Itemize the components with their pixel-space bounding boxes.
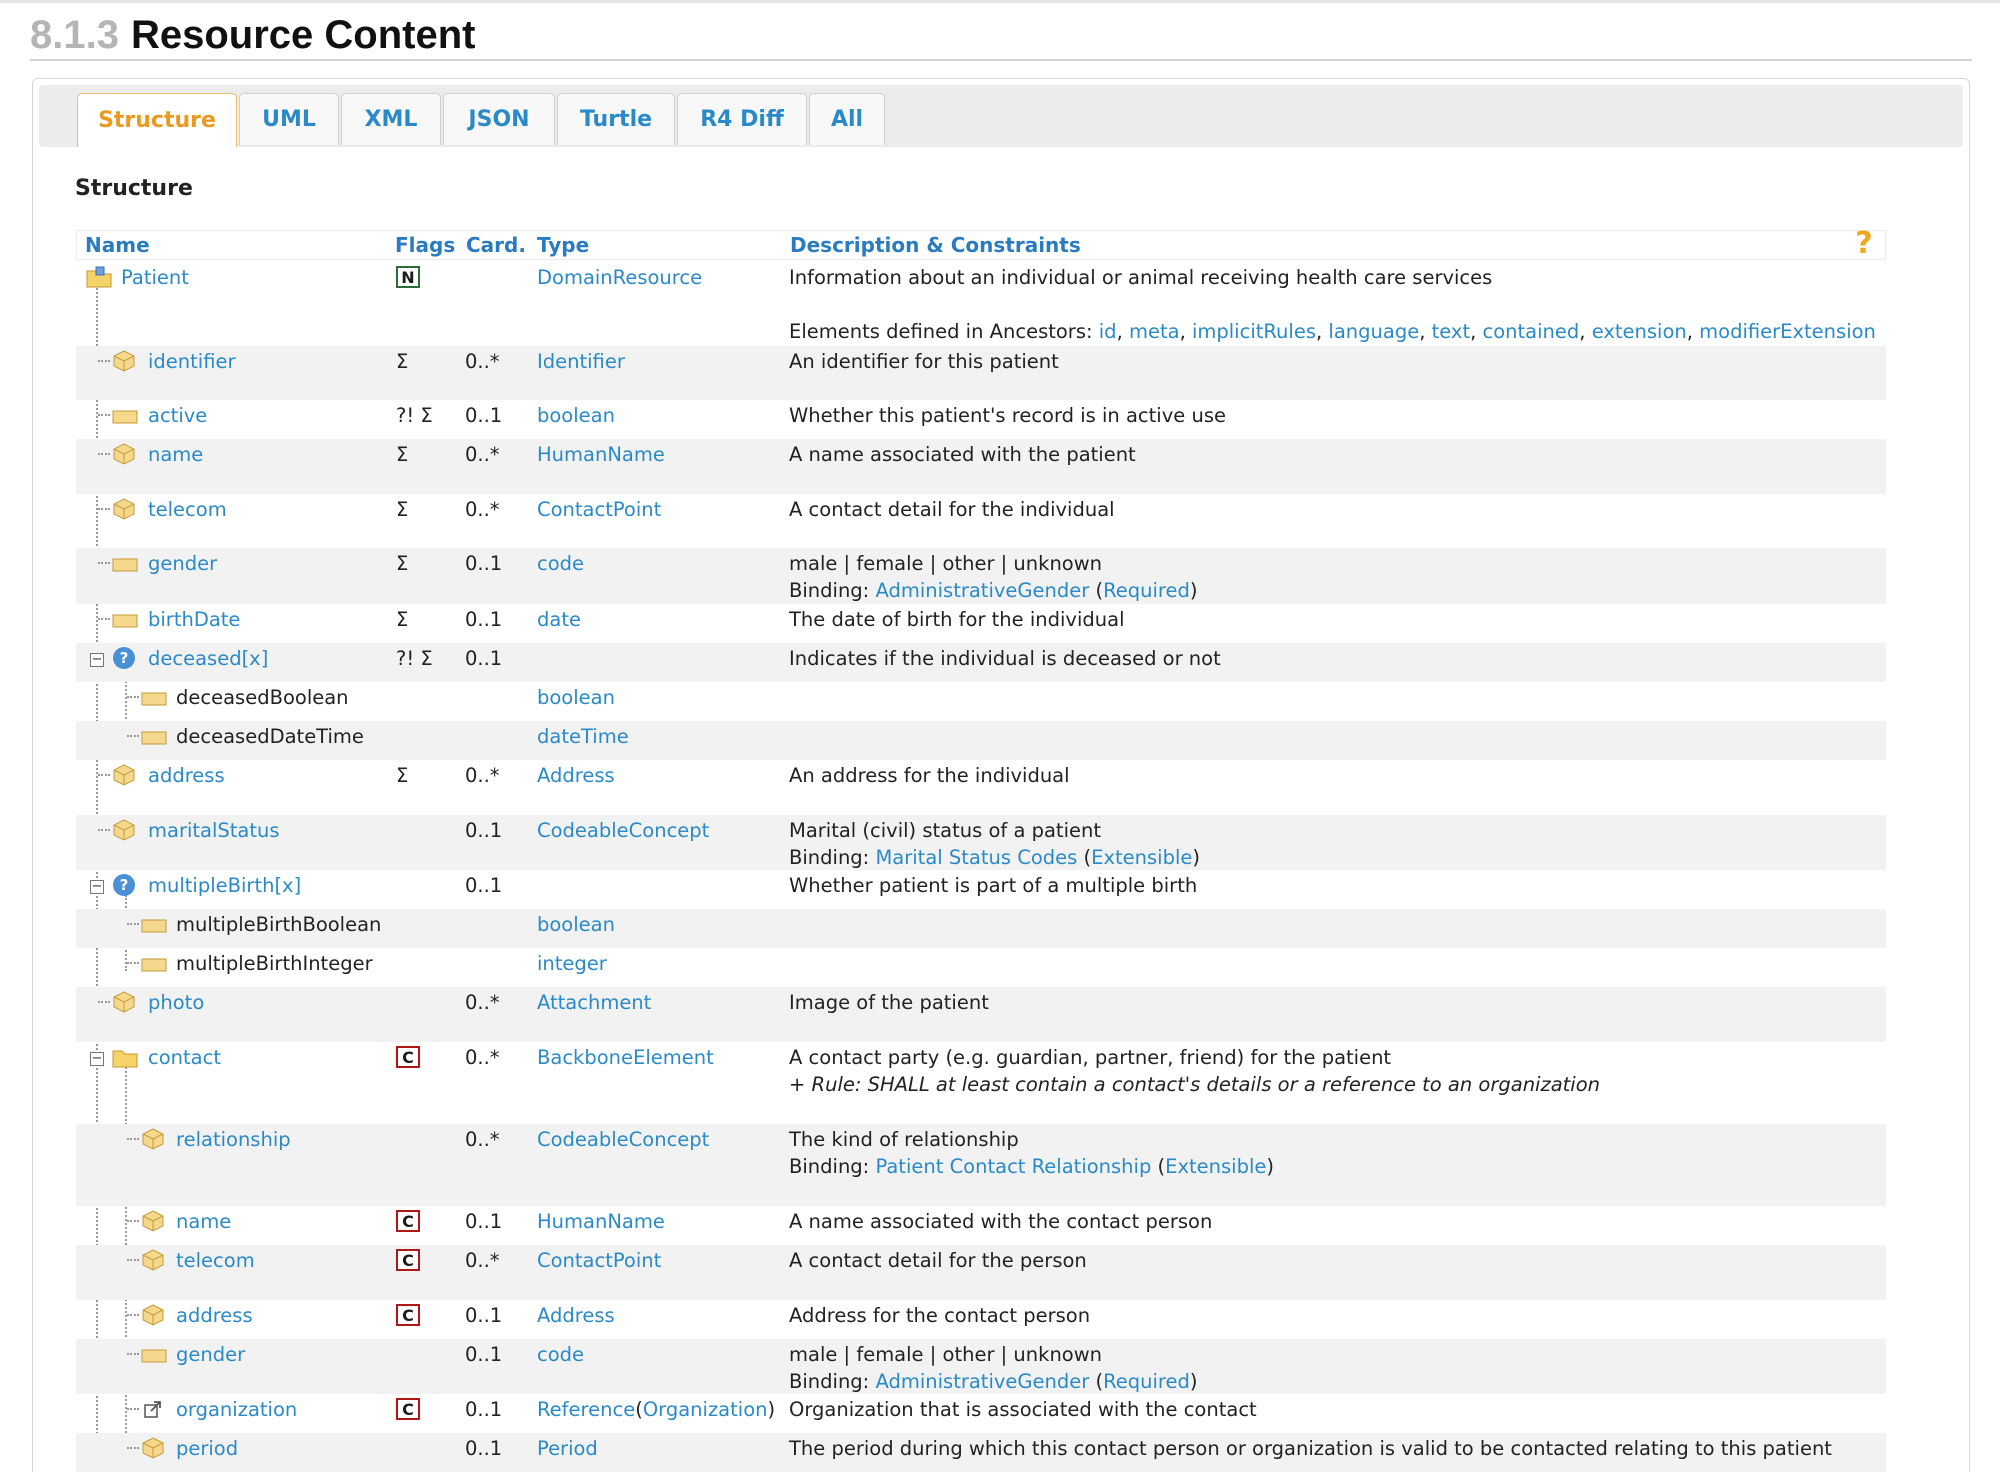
- element-description: Image of the patient: [789, 991, 989, 1014]
- binding-link[interactable]: Marital Status Codes: [875, 846, 1078, 869]
- binding-link[interactable]: AdministrativeGender: [875, 579, 1090, 602]
- constraint-badge: C: [396, 1398, 420, 1420]
- tree-line: [127, 1259, 139, 1261]
- element-type[interactable]: ContactPoint: [537, 498, 662, 521]
- complex-type-icon: [142, 1249, 164, 1271]
- element-name[interactable]: photo: [148, 991, 205, 1014]
- element-type[interactable]: date: [537, 608, 581, 631]
- tree-line: [98, 1001, 110, 1003]
- element-card: 0..1: [465, 819, 503, 842]
- complex-type-icon: [113, 991, 135, 1013]
- tab-uml[interactable]: UML: [239, 93, 339, 145]
- binding-strength-link[interactable]: Extensible: [1091, 846, 1193, 869]
- complex-type-icon: [113, 350, 135, 372]
- element-name: multipleBirthBoolean: [176, 913, 382, 936]
- description-text: Marital (civil) status of a patient: [789, 819, 1101, 842]
- element-card: 0..*: [465, 764, 500, 787]
- element-type[interactable]: HumanName: [537, 1210, 665, 1233]
- element-name[interactable]: identifier: [148, 350, 236, 373]
- table-row: [76, 400, 1886, 439]
- tab-xml[interactable]: XML: [341, 93, 441, 145]
- element-description: [789, 1341, 1197, 1395]
- description-text: The kind of relationship: [789, 1128, 1019, 1151]
- table-row: [76, 548, 1886, 604]
- element-flags: [396, 1396, 420, 1423]
- table-row: [76, 494, 1886, 548]
- element-name[interactable]: telecom: [148, 498, 227, 521]
- element-flags: Σ: [396, 443, 409, 466]
- table-row: [76, 604, 1886, 643]
- col-name: Name: [85, 233, 150, 257]
- element-description: [789, 1126, 1274, 1180]
- element-name: deceasedDateTime: [176, 725, 364, 748]
- primitive-type-icon: [112, 557, 138, 571]
- complex-type-icon: [113, 819, 135, 841]
- element-card: 0..1: [465, 404, 503, 427]
- table-row: [76, 682, 1886, 721]
- tree-line: [127, 1353, 139, 1355]
- element-type[interactable]: integer: [537, 952, 607, 975]
- element-card: 0..*: [465, 443, 500, 466]
- element-flags: [396, 264, 420, 291]
- element-description: The date of birth for the individual: [789, 608, 1125, 631]
- ancestor-link[interactable]: id: [1098, 320, 1117, 343]
- table-row: [76, 909, 1886, 948]
- element-card: 0..1: [465, 1437, 503, 1460]
- tree-line: [98, 774, 110, 776]
- tree-line: [127, 1138, 139, 1140]
- binding-label: Binding:: [789, 1155, 876, 1178]
- primitive-type-icon: [141, 730, 167, 744]
- table-row: [76, 1124, 1886, 1206]
- element-type[interactable]: Period: [537, 1437, 598, 1460]
- element-type[interactable]: Address: [537, 764, 615, 787]
- table-row: [76, 439, 1886, 494]
- binding-link[interactable]: AdministrativeGender: [875, 1370, 1090, 1393]
- element-type[interactable]: HumanName: [537, 443, 665, 466]
- element-description: An identifier for this patient: [789, 350, 1059, 373]
- element-type[interactable]: DomainResource: [537, 266, 703, 289]
- element-card: 0..1: [465, 1398, 503, 1421]
- table-row: [76, 760, 1886, 815]
- tree-line: [127, 923, 139, 925]
- element-description: Indicates if the individual is deceased or not: [789, 647, 1221, 670]
- element-description: [789, 550, 1197, 604]
- table-row: [76, 1394, 1886, 1433]
- element-type: Reference(Organization): [537, 1398, 776, 1421]
- tab-structure[interactable]: Structure: [77, 93, 237, 147]
- primitive-type-icon: [141, 691, 167, 705]
- normative-badge: N: [396, 266, 420, 288]
- tab-json[interactable]: JSON: [443, 93, 555, 145]
- primitive-type-icon: [141, 957, 167, 971]
- element-name[interactable]: maritalStatus: [148, 819, 280, 842]
- collapse-toggle-icon[interactable]: −: [91, 652, 103, 667]
- element-type[interactable]: CodeableConcept: [537, 819, 710, 842]
- table-row: [76, 1300, 1886, 1339]
- element-name[interactable]: contact: [148, 1046, 221, 1069]
- element-type[interactable]: CodeableConcept: [537, 1128, 710, 1151]
- element-card: 0..*: [465, 1046, 500, 1069]
- element-name[interactable]: relationship: [176, 1128, 291, 1151]
- complex-type-icon: [142, 1437, 164, 1459]
- element-card: 0..1: [465, 1304, 503, 1327]
- element-name[interactable]: address: [148, 764, 225, 787]
- tree-line: [98, 453, 110, 455]
- complex-type-icon: [142, 1210, 164, 1232]
- col-flags: Flags: [395, 233, 456, 257]
- tab-turtle[interactable]: Turtle: [557, 93, 675, 145]
- ancestor-link[interactable]: extension: [1591, 320, 1687, 343]
- element-description: Whether this patient's record is in active use: [789, 404, 1226, 427]
- element-card: 0..*: [465, 350, 500, 373]
- ancestors-line: Elements defined in Ancestors: id, meta, implicitRules, language, text, contained, extension, modifierExtension: [789, 320, 1876, 343]
- element-card: 0..1: [465, 1210, 503, 1233]
- element-type[interactable]: boolean: [537, 686, 615, 709]
- tree-line: [127, 735, 139, 737]
- element-name[interactable]: telecom: [176, 1249, 255, 1272]
- element-flags: Σ: [396, 552, 409, 575]
- table-row: [76, 1245, 1886, 1300]
- element-description: Organization that is associated with the contact: [789, 1398, 1257, 1421]
- element-flags: [396, 1044, 420, 1071]
- binding-link[interactable]: Patient Contact Relationship: [875, 1155, 1152, 1178]
- tree-line: [98, 829, 110, 831]
- description-text: male | female | other | unknown: [789, 1343, 1103, 1366]
- element-type[interactable]: boolean: [537, 913, 615, 936]
- binding-line: Binding: AdministrativeGender (Required): [789, 579, 1198, 602]
- primitive-type-icon: [112, 613, 138, 627]
- binding-strength-link[interactable]: Extensible: [1165, 1155, 1267, 1178]
- primitive-type-icon: [141, 918, 167, 932]
- element-description: Address for the contact person: [789, 1304, 1091, 1327]
- tree-line: [127, 1408, 139, 1410]
- ancestor-link[interactable]: implicitRules: [1191, 320, 1316, 343]
- element-card: 0..1: [465, 647, 503, 670]
- table-row: [76, 815, 1886, 870]
- element-type[interactable]: BackboneElement: [537, 1046, 714, 1069]
- element-name[interactable]: organization: [176, 1398, 298, 1421]
- tree-line: [127, 696, 139, 698]
- binding-line: Binding: AdministrativeGender (Required): [789, 1370, 1198, 1393]
- element-flags: [396, 1302, 420, 1329]
- element-description: A contact detail for the person: [789, 1249, 1087, 1272]
- ancestor-link[interactable]: modifierExtension: [1699, 320, 1876, 343]
- element-name[interactable]: name: [176, 1210, 232, 1233]
- table-row: [76, 948, 1886, 987]
- element-flags: Σ: [396, 764, 409, 787]
- element-flags: Σ: [396, 350, 409, 373]
- heading-rule: [30, 59, 1972, 61]
- tree-line: [98, 360, 110, 362]
- element-type[interactable]: ContactPoint: [537, 1249, 662, 1272]
- element-name: deceasedBoolean: [176, 686, 349, 709]
- element-name[interactable]: address: [176, 1304, 253, 1327]
- constraint-badge: C: [396, 1304, 420, 1326]
- structure-heading: Structure: [75, 176, 193, 201]
- collapse-toggle-icon[interactable]: −: [91, 879, 103, 894]
- description-text: A contact party (e.g. guardian, partner, friend) for the patient: [789, 1046, 1392, 1069]
- constraint-rule: + Rule: SHALL at least contain a contact's details or a reference to an organization: [789, 1073, 1601, 1096]
- binding-label: Binding:: [789, 846, 876, 869]
- element-card: 0..1: [465, 608, 503, 631]
- table-row: [76, 1339, 1886, 1394]
- ancestor-link[interactable]: text: [1431, 320, 1471, 343]
- table-row: [76, 1042, 1886, 1124]
- element-flags: [396, 1208, 420, 1235]
- table-row: [76, 1206, 1886, 1245]
- element-name[interactable]: gender: [176, 1343, 246, 1366]
- choice-icon: ?: [113, 647, 135, 669]
- tab-r4-diff[interactable]: R4 Diff: [677, 93, 807, 145]
- element-description: Whether patient is part of a multiple birth: [789, 874, 1198, 897]
- reference-type-link[interactable]: Reference: [537, 1398, 636, 1421]
- description-text: male | female | other | unknown: [789, 552, 1103, 575]
- constraint-badge: C: [396, 1210, 420, 1232]
- table-row: [76, 870, 1886, 909]
- element-type[interactable]: code: [537, 1343, 585, 1366]
- element-description: A name associated with the patient: [789, 443, 1136, 466]
- element-type[interactable]: dateTime: [537, 725, 629, 748]
- top-rule: [0, 0, 2000, 3]
- element-name: multipleBirthInteger: [176, 952, 373, 975]
- complex-type-icon: [113, 498, 135, 520]
- table-header: [76, 226, 1886, 261]
- element-description: The period during which this contact person or organization is valid to be contacted relating to this patient: [789, 1437, 1832, 1460]
- primitive-type-icon: [112, 409, 138, 423]
- constraint-badge: C: [396, 1046, 420, 1068]
- element-description: A name associated with the contact person: [789, 1210, 1213, 1233]
- choice-icon: ?: [113, 874, 135, 896]
- element-card: 0..*: [465, 1249, 500, 1272]
- element-type[interactable]: Identifier: [537, 350, 625, 373]
- element-type[interactable]: code: [537, 552, 585, 575]
- folder-icon: [112, 1046, 138, 1068]
- ancestor-link[interactable]: contained: [1482, 320, 1580, 343]
- table-row: [76, 643, 1886, 682]
- element-name[interactable]: birthDate: [148, 608, 241, 631]
- tree-line: [127, 1447, 139, 1449]
- binding-line: Binding: Marital Status Codes (Extensible): [789, 846, 1200, 869]
- folder-icon: [86, 266, 112, 288]
- ancestors-label: Elements defined in Ancestors:: [789, 320, 1099, 343]
- tree-line: [98, 508, 110, 510]
- section-title-heading: Resource Content: [130, 13, 476, 57]
- tree-line: [127, 1220, 139, 1222]
- section-number: 8.1.3: [30, 13, 119, 57]
- element-description: A contact detail for the individual: [789, 498, 1115, 521]
- element-description: [789, 264, 1876, 345]
- element-flags: [396, 1247, 420, 1274]
- table-row: [76, 262, 1886, 346]
- element-card: 0..*: [465, 498, 500, 521]
- constraint-badge: C: [396, 1249, 420, 1271]
- binding-label: Binding:: [789, 1370, 876, 1393]
- element-flags: ?! Σ: [396, 647, 433, 670]
- tab-bar: [39, 85, 1963, 147]
- element-name[interactable]: deceased[x]: [148, 647, 269, 670]
- element-type[interactable]: Attachment: [537, 991, 652, 1014]
- tree-line: [98, 562, 110, 564]
- element-card: 0..1: [465, 874, 503, 897]
- element-type[interactable]: Address: [537, 1304, 615, 1327]
- tab-all[interactable]: All: [809, 93, 885, 145]
- reference-target-link[interactable]: Organization: [642, 1398, 768, 1421]
- element-description: [789, 1044, 1600, 1098]
- element-flags: Σ: [396, 608, 409, 631]
- tree-line: [127, 1314, 139, 1316]
- tree-line: [98, 618, 110, 620]
- element-card: 0..1: [465, 552, 503, 575]
- collapse-toggle-icon[interactable]: −: [91, 1051, 103, 1066]
- element-name[interactable]: Patient: [121, 266, 189, 289]
- element-card: 0..1: [465, 1343, 503, 1366]
- element-name[interactable]: name: [148, 443, 204, 466]
- description-text: Information about an individual or animal receiving health care services: [789, 266, 1493, 289]
- col-card: Card.: [466, 233, 526, 257]
- element-name[interactable]: gender: [148, 552, 218, 575]
- table-row: [76, 346, 1886, 400]
- complex-type-icon: [142, 1304, 164, 1326]
- help-icon[interactable]: ?: [1855, 226, 1873, 261]
- element-card: 0..*: [465, 991, 500, 1014]
- section-heading: [30, 12, 475, 58]
- tree-line: [98, 414, 110, 416]
- table-row: [76, 721, 1886, 760]
- element-flags: Σ: [396, 498, 409, 521]
- ancestor-link[interactable]: meta: [1128, 320, 1180, 343]
- reference-icon: [143, 1399, 163, 1419]
- complex-type-icon: [113, 443, 135, 465]
- tree-line: [127, 962, 139, 964]
- element-name[interactable]: multipleBirth[x]: [148, 874, 302, 897]
- ancestor-link[interactable]: language: [1328, 320, 1420, 343]
- col-desc: Description & Constraints: [790, 233, 1081, 257]
- complex-type-icon: [142, 1128, 164, 1150]
- binding-strength-link[interactable]: Required: [1103, 579, 1190, 602]
- element-name[interactable]: period: [176, 1437, 239, 1460]
- table-row: [76, 1433, 1886, 1472]
- binding-line: Binding: Patient Contact Relationship (Extensible): [789, 1155, 1274, 1178]
- complex-type-icon: [113, 764, 135, 786]
- element-description: An address for the individual: [789, 764, 1070, 787]
- primitive-type-icon: [141, 1348, 167, 1362]
- element-card: 0..*: [465, 1128, 500, 1151]
- binding-label: Binding:: [789, 579, 876, 602]
- element-type[interactable]: boolean: [537, 404, 615, 427]
- table-row: [76, 987, 1886, 1042]
- element-flags: ?! Σ: [396, 404, 433, 427]
- element-description: [789, 817, 1200, 871]
- col-type: Type: [537, 233, 590, 257]
- element-name[interactable]: active: [148, 404, 208, 427]
- binding-strength-link[interactable]: Required: [1103, 1370, 1190, 1393]
